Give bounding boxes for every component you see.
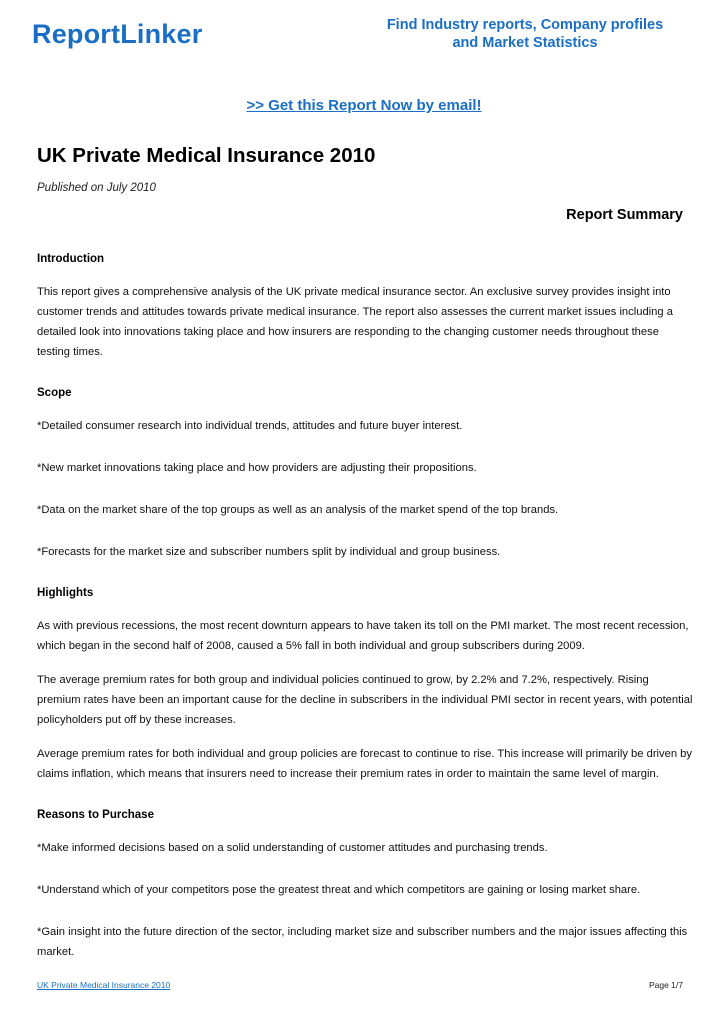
section-heading-scope: Scope [37,387,72,399]
paragraph: The average premium rates for both group and individual policies continued to grow, by 2.2% and 7.2%, respectively. Rising premium rates have been an important cause for the decline in subscribers in the individual PMI sector in recent years, with potential policyholders put off by these increases. [37,674,693,726]
paragraph: *Understand which of your competitors pose the greatest threat and which competitors are gaining or losing market share. [37,884,641,896]
paragraph: Average premium rates for both individual and group policies are forecast to continue to rise. This increase will primarily be driven by claims inflation, which means that insurers need to increase their premium rates in order to maintain the same level of margin. [37,748,692,780]
section-heading-introduction: Introduction [37,253,105,265]
report-title: UK Private Medical Insurance 2010 [37,144,376,167]
tagline-line-1: Find Industry reports, Company profiles [386,17,664,33]
get-report-link[interactable]: >> Get this Report Now by email! [246,97,482,114]
header-tagline [360,16,690,52]
paragraph: *Data on the market share of the top groups as well as an analysis of the market spend of the top brands. [37,504,559,516]
section-heading-highlights: Highlights [37,587,94,599]
paragraph: *Gain insight into the future direction of the sector, including market size and subscriber numbers and the major issues affecting this market. [37,926,688,958]
tagline-line-2: and Market Statistics [452,35,598,51]
paragraph: *Make informed decisions based on a solid understanding of customer attitudes and purchasing trends. [37,842,548,854]
report-summary-heading: Report Summary [566,207,683,223]
section-heading-reasons: Reasons to Purchase [37,809,154,821]
paragraph: *Forecasts for the market size and subscriber numbers split by individual and group business. [37,546,501,558]
reportlinker-logo[interactable]: ReportLinker [32,19,203,49]
footer-report-link[interactable]: UK Private Medical Insurance 2010 [37,980,171,990]
paragraph: *New market innovations taking place and how providers are adjusting their propositions. [37,462,477,474]
page-number: Page 1/7 [648,980,683,990]
report-body [37,250,693,962]
paragraph: This report gives a comprehensive analysis of the UK private medical insurance sector. An exclusive survey provides insight into customer trends and attitudes towards private medical insurance. The report also assesses the current market issues including a detailed look into innovations taking place and how insurers are responding to the changing customer needs throughout these testing times. [37,286,673,358]
published-date: Published on July 2010 [37,182,156,194]
paragraph: As with previous recessions, the most recent downturn appears to have taken its toll on the PMI market. The most recent recession, which began in the second half of 2008, caused a 5% fall in both individual and group subscribers during 2009. [37,620,689,652]
paragraph: *Detailed consumer research into individual trends, attitudes and future buyer interest. [37,420,463,432]
